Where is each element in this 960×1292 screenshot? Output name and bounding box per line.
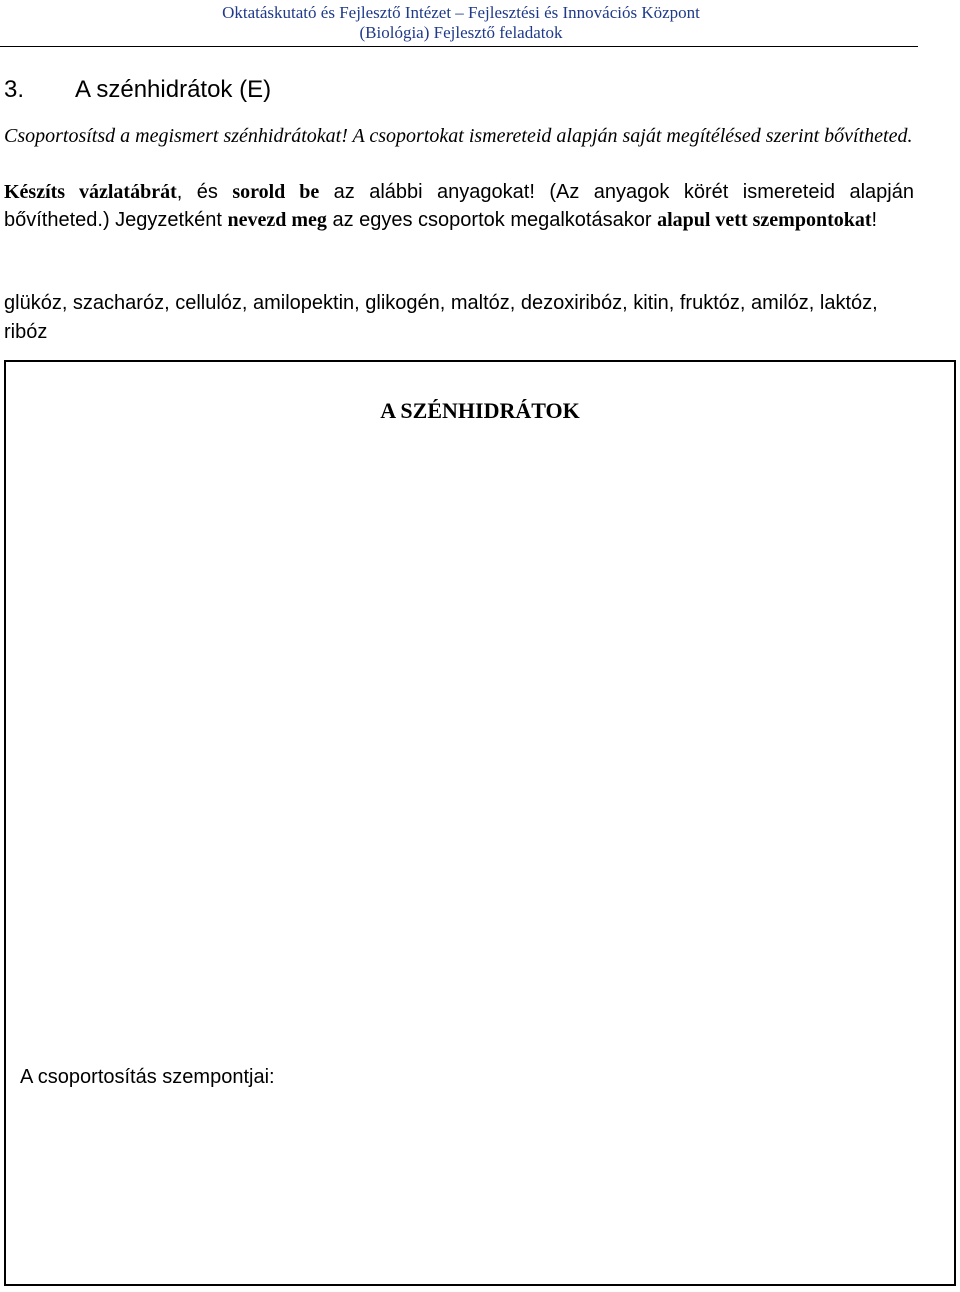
instruction-text-4: !: [871, 209, 878, 231]
instruction-paragraph: [4, 178, 914, 234]
substance-list: glükóz, szacharóz, cellulóz, amilopektin, glikogén, maltóz, dezoxiribóz, kitin, fruktóz, amilóz, laktóz, ribóz: [4, 292, 878, 343]
sketch-answer-box[interactable]: [4, 360, 956, 1286]
box-title: A SZÉNHIDRÁTOK: [380, 398, 580, 423]
instruction-text-2: az alábbi anyagokat! (Az anyagok körét ismereteid alapján bővítheted.) Jegyzetként: [4, 181, 914, 231]
instruction-bold-1: Készíts vázlatábrát: [4, 181, 177, 203]
instruction-text-1: , és: [176, 181, 233, 203]
header-institute: Oktatáskutató és Fejlesztő Intézet – Fejlesztési és Innovációs Központ: [222, 3, 700, 22]
section-number: 3.: [4, 76, 25, 103]
header-subtitle: (Biológia) Fejlesztő feladatok: [359, 23, 563, 42]
instruction-bold-4: alapul vett szempontokat: [657, 209, 872, 231]
section-title: A szénhidrátok (E): [75, 76, 272, 103]
instruction-text-3: az egyes csoportok megalkotásakor: [326, 209, 658, 231]
instruction-bold-3: nevezd meg: [227, 209, 327, 231]
intro-paragraph: Csoportosítsd a megismert szénhidrátokat! A csoportokat ismereteid alapján saját megítélésed szerint bővítheted.: [4, 125, 913, 147]
criteria-label: A csoportosítás szempontjai:: [20, 1066, 275, 1088]
instruction-bold-2: sorold be: [232, 181, 320, 203]
page-header: [0, 0, 918, 47]
